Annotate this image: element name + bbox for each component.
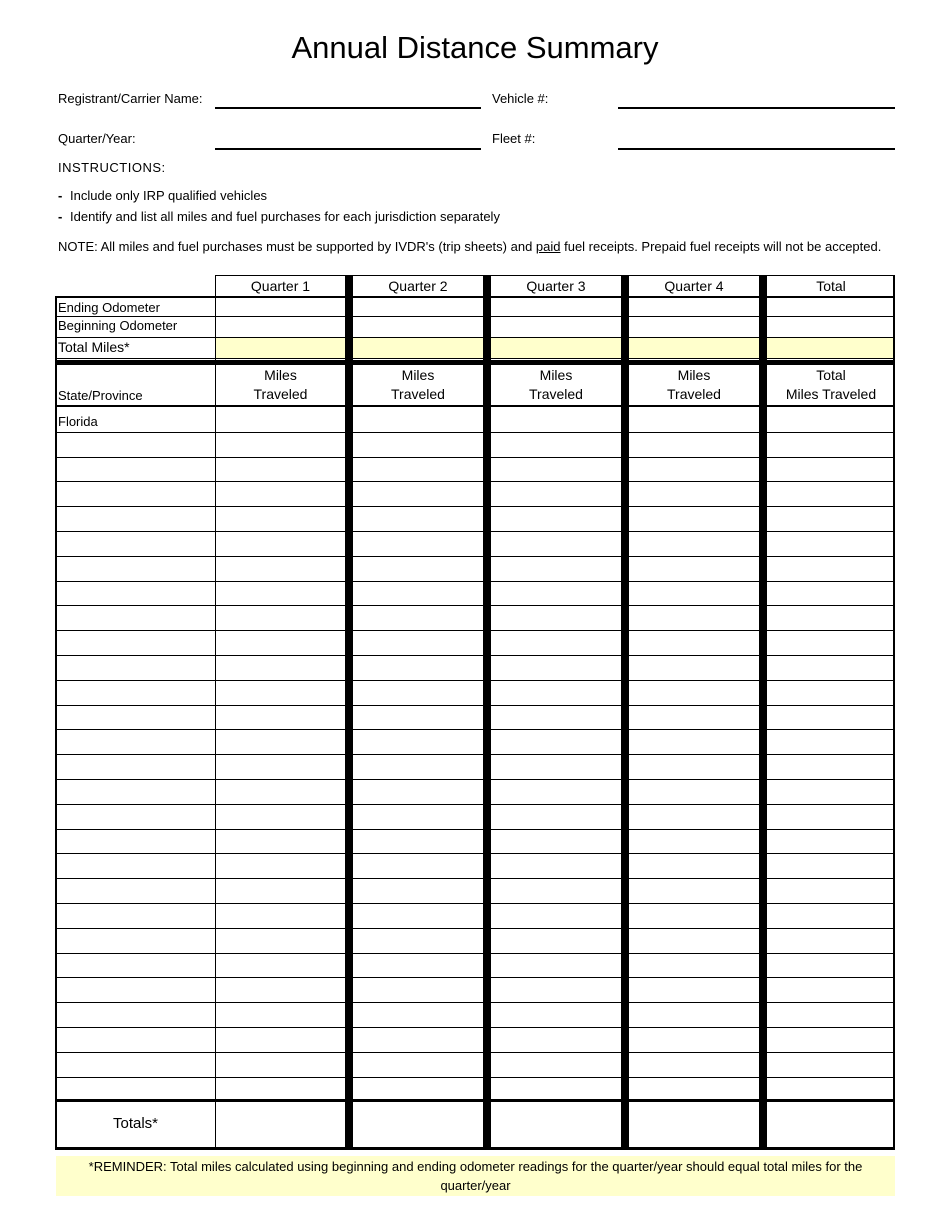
table-row-line: [55, 630, 895, 631]
bullet-dash-icon: -: [58, 209, 63, 224]
column-separator: [483, 275, 491, 1150]
state-province-header: State/Province: [58, 388, 143, 403]
table-row-line: [55, 680, 895, 681]
note-underlined: paid: [535, 239, 561, 254]
table-row-line: [55, 655, 895, 656]
table-row-line: [55, 506, 895, 507]
state-florida: Florida: [58, 414, 98, 429]
column-separator: [759, 275, 767, 1150]
miles-header: Miles: [264, 367, 297, 383]
table-row-line: [55, 457, 895, 458]
miles-header: Miles: [677, 367, 711, 383]
table-border: [55, 358, 895, 359]
table-row-line: [55, 928, 895, 929]
table-row-line: [55, 581, 895, 582]
distance-table: [55, 275, 895, 1150]
table-row-line: [55, 1101, 895, 1102]
table-border: [55, 296, 895, 298]
reminder-banner: *REMINDER: Total miles calculated using beginning and ending odometer readings for the quarter/year should equal total miles for the quarter/year: [56, 1156, 895, 1196]
traveled-header: Traveled: [529, 386, 583, 402]
column-header: Quarter 3: [526, 278, 586, 294]
table-row-line: [55, 878, 895, 879]
page-title: Annual Distance Summary: [291, 30, 659, 65]
table-row-line: [55, 804, 895, 805]
note: [58, 239, 881, 254]
registrant-label: Registrant/Carrier Name:: [58, 91, 203, 106]
column-header: Quarter 2: [388, 278, 448, 294]
column-separator: [621, 275, 629, 1150]
table-border: [55, 337, 895, 338]
instruction-item: [58, 188, 267, 203]
bullet-dash-icon: -: [58, 188, 63, 203]
total-miles-label: Total Miles*: [58, 339, 130, 355]
note-suffix: fuel receipts. Prepaid fuel receipts will not be accepted.: [560, 239, 882, 254]
total-header: Total: [816, 367, 846, 383]
table-border: [216, 275, 895, 276]
instruction-text: Identify and list all miles and fuel purchases for each jurisdiction separately: [70, 209, 500, 224]
table-row-line: [55, 1002, 895, 1003]
instruction-text: Include only IRP qualified vehicles: [70, 188, 268, 203]
total-miles-highlight: [216, 338, 895, 358]
column-header: Total: [816, 278, 846, 294]
traveled-header: Traveled: [667, 386, 721, 402]
miles-header: Miles: [401, 367, 435, 383]
quarter-year-label: Quarter/Year:: [58, 131, 136, 146]
table-row-line: [55, 432, 895, 433]
traveled-header: Traveled: [253, 386, 308, 402]
totals-label: Totals*: [112, 1115, 159, 1132]
table-border: [55, 1099, 895, 1101]
registrant-field[interactable]: [215, 107, 481, 109]
table-row-line: [55, 729, 895, 730]
column-separator: [345, 275, 353, 1150]
vehicle-field[interactable]: [618, 107, 895, 109]
quarter-year-field[interactable]: [215, 148, 481, 150]
table-border: [55, 405, 895, 407]
table-row-line: [55, 556, 895, 557]
table-row-line: [55, 531, 895, 532]
column-header: Quarter 4: [664, 278, 724, 294]
table-row-line: [55, 1077, 895, 1078]
fleet-field[interactable]: [618, 148, 895, 150]
table-row-line: [55, 903, 895, 904]
table-row-line: [55, 829, 895, 830]
column-header: Quarter 1: [250, 278, 311, 294]
miles-header: Miles: [539, 367, 573, 383]
table-row-line: [55, 1027, 895, 1028]
table-row-line: [55, 977, 895, 978]
table-border: [215, 275, 216, 1150]
beginning-odometer-label: Beginning Odometer: [58, 318, 178, 333]
table-border: [55, 360, 895, 365]
total-miles-traveled-header: Miles Traveled: [785, 386, 877, 402]
fleet-label: Fleet #:: [492, 131, 536, 146]
ending-odometer-label: Ending Odometer: [58, 300, 160, 315]
table-row-line: [55, 481, 895, 482]
table-row-line: [55, 754, 895, 755]
instructions-heading: INSTRUCTIONS:: [58, 160, 166, 175]
table-border: [55, 296, 57, 1150]
note-prefix: NOTE: All miles and fuel purchases must be supported by IVDR's (trip sheets) and: [58, 239, 536, 254]
instruction-item: [58, 209, 500, 224]
table-border: [55, 1147, 895, 1150]
table-row-line: [55, 779, 895, 780]
table-row-line: [55, 705, 895, 706]
vehicle-label: Vehicle #:: [492, 91, 549, 106]
table-row-line: [55, 605, 895, 606]
table-border: [893, 275, 895, 1150]
table-row-line: [55, 953, 895, 954]
table-row-line: [55, 1052, 895, 1053]
table-border: [55, 316, 895, 317]
traveled-header: Traveled: [391, 386, 445, 402]
table-row-line: [55, 853, 895, 854]
